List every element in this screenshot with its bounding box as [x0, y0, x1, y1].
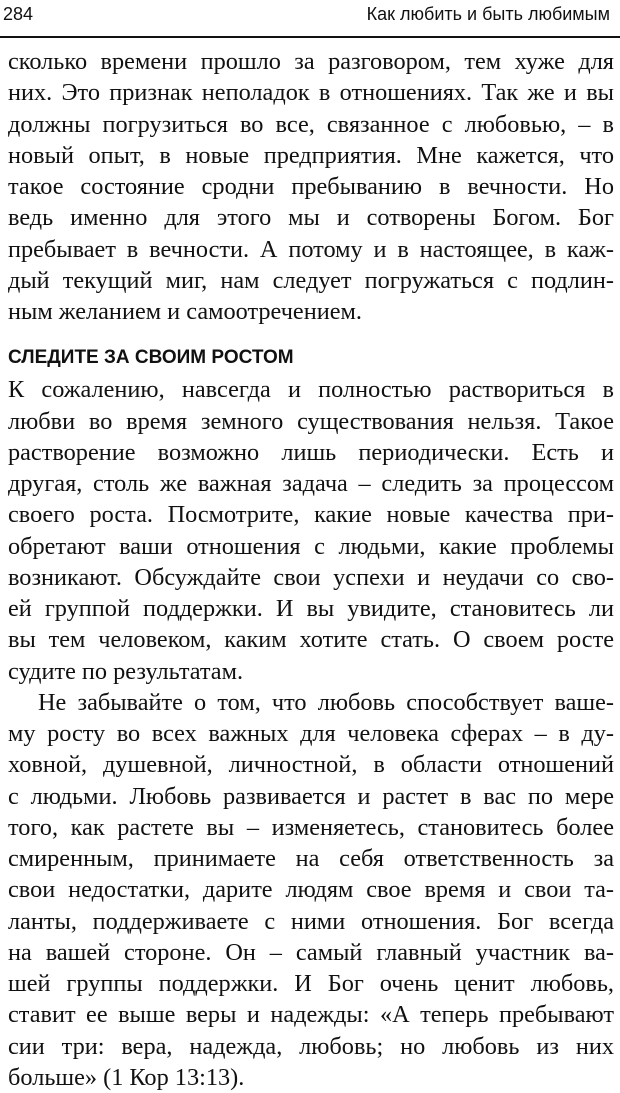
text-line: сии три: вера, надежда, любовь; но любовь из них	[8, 1032, 614, 1060]
text-line: своего роста. Посмотрите, какие новые качества при-	[8, 501, 614, 529]
text-line: на вашей стороне. Он – самый главный участник ва-	[8, 938, 614, 966]
text-line: Не забывайте о том, что любовь способствует ваше-	[38, 688, 614, 716]
text-line: с людьми. Любовь развивается и растет в вас по мере	[8, 782, 614, 810]
text-line: свои недостатки, дарите людям свое время и свои та-	[8, 876, 614, 904]
text-line: дый текущий миг, нам следует погружаться с подлин-	[8, 266, 614, 294]
text-line: пребывает в вечности. А потому и в настоящее, в каж-	[8, 235, 614, 263]
page-header	[0, 0, 620, 38]
text-line: ланты, поддерживаете с ними отношения. Бог всегда	[8, 907, 614, 935]
text-line: растворение возможно лишь периодически. Есть и	[8, 438, 614, 466]
text-line: должны погрузиться во все, связанное с любовью, – в	[8, 110, 614, 138]
text-line: ей группой поддержки. И вы увидите, становитесь ли	[8, 595, 614, 622]
text-line: обретают ваши отношения с людьми, какие проблемы	[8, 532, 614, 560]
text-line: возникают. Обсуждайте свои успехи и неудачи со сво-	[8, 563, 614, 591]
text-line: ным желанием и самоотречением.	[8, 298, 362, 325]
text-line: другая, столь же важная задача – следить за процессом	[8, 470, 614, 497]
text-line: му росту во всех важных для человека сферах – в ду-	[8, 720, 614, 747]
text-line: них. Это признак неполадок в отношениях. Так же и вы	[8, 79, 614, 107]
paragraph-1	[8, 46, 614, 327]
page-number: 284	[3, 4, 34, 24]
text-line: ведь именно для этого мы и сотворены Богом. Бог	[8, 204, 614, 232]
text-line: сколько времени прошло за разговором, тем хуже для	[8, 48, 614, 75]
text-line: новый опыт, в новые предприятия. Мне кажется, что	[8, 141, 614, 169]
text-line: смиренным, принимаете на себя ответственность за	[8, 845, 614, 872]
text-line: судите по результатам.	[8, 657, 244, 685]
text-line: того, как растете вы – изменяетесь, становитесь более	[8, 813, 614, 841]
text-line: такое состояние сродни пребыванию в вечности. Но	[8, 173, 614, 200]
text-line: любви во время земного существования нельзя. Такое	[8, 407, 614, 435]
text-line: К сожалению, навсегда и полностью раствориться в	[8, 376, 614, 404]
text-line: ховной, душевной, личностной, в области отношений	[8, 751, 614, 779]
page-body	[8, 46, 614, 1093]
section-heading: СЛЕДИТЕ ЗА СВОИМ РОСТОМ	[8, 347, 294, 369]
paragraph-3	[8, 687, 614, 1093]
text-line: шей группы поддержки. И Бог очень ценит любовь,	[8, 970, 614, 997]
running-title: Как любить и быть любимым	[366, 4, 610, 24]
text-line: ставит ее выше веры и надежды: «А теперь пребывают	[8, 1001, 614, 1029]
text-line: вы тем человеком, каким хотите стать. О своем росте	[8, 626, 614, 654]
paragraph-2	[8, 374, 614, 687]
text-line: больше» (1 Кор 13:13).	[8, 1063, 245, 1091]
